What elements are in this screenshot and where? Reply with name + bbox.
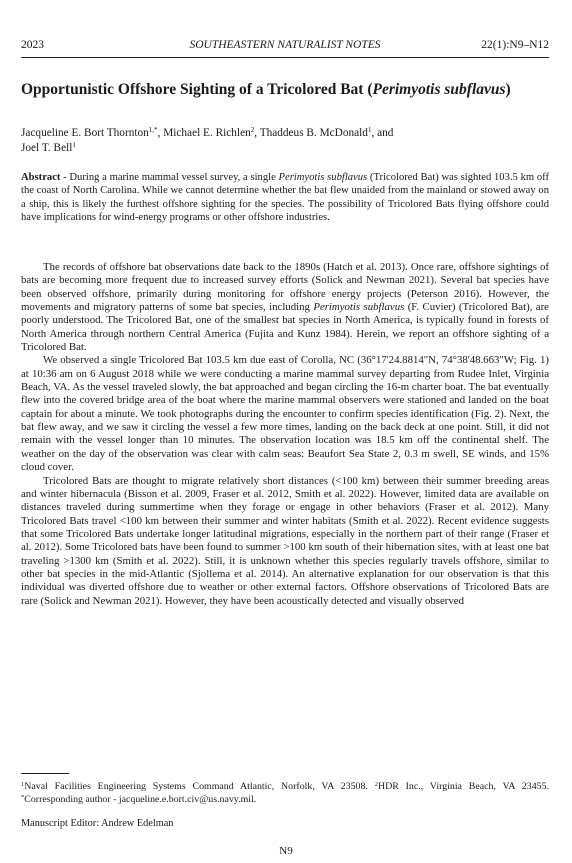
author-separator: , bbox=[157, 127, 164, 139]
running-head-year: 2023 bbox=[21, 39, 44, 51]
footnote-corresponding-author: Corresponding author - jacqueline.e.bort.civ@us.navy.mil. bbox=[24, 793, 257, 805]
page-number: N9 bbox=[279, 845, 293, 857]
title-species: Perimyotis subflavus bbox=[372, 81, 506, 98]
abstract-label: Abstract bbox=[21, 172, 61, 183]
affiliation-footnote bbox=[21, 781, 549, 806]
paragraph-1-pre: The records of offshore bat observations date back to the 1890s (Hatch et al. 2013). Once rare, offshore sightings of bats are becoming more frequent due to increased survey efforts (Solick and Newman 2021). Several bat species have been observed offshore, primarily during monitoring for offshore energy projects (Peterson 2016). However, the movements and migratory patterns of some bat species, including bbox=[21, 261, 549, 314]
author-2: Michael E. Richlen bbox=[163, 127, 251, 139]
article-body bbox=[21, 261, 549, 608]
footnote-marker-1: 1 bbox=[21, 781, 25, 788]
header-rule bbox=[21, 57, 549, 58]
abstract-text-post: (Tricolored Bat) was sighted 103.5 km off the coast of North Carolina. While we cannot determine whether the bat flew unaided from the mainland or stowed away on a ship, this is likely the furthest offshore sighting for the species. The possibility of Tricolored Bats flying offshore could have implications for wind-energy programs or other offshore industries. bbox=[21, 172, 549, 224]
abstract-text-pre: - During a marine mammal vessel survey, a single bbox=[60, 172, 279, 183]
footnote-marker-corresponding: * bbox=[21, 793, 25, 801]
author-separator: , bbox=[254, 127, 260, 139]
abstract-species: Perimyotis subflavus bbox=[278, 172, 368, 183]
body-paragraph-2: We observed a single Tricolored Bat 103.5 km due east of Corolla, NC (36°17'24.8814"N, 74°38'48.663"W; Fig. 1) at 10:36 am on 6 August 2018 while we were conducting a marine mammal survey departing from Rudee Inlet, Virginia Beach, VA. As the vessel traveled slowly, the bat approached and began circling the 16-m charter boat. The bat eventually flew into the covered bridge area of the boat where the marine mammal observers were stationed and landed on the boat captain for about a minute. We took photographs during the encounter to confirm species identification (Fig. 2). Next, the bat flew away, and we saw it circling the vessel a few more times, landing on the back deck at one point. Still, it did not remain with the vessel longer than 10 minutes. The observation location was 18.5 km off the continental shelf. The weather on the day of the observation was clear with calm seas: Beaufort Sea State 2, 0.3 m swell, SE winds, and 15% cloud cover. bbox=[21, 354, 549, 474]
abstract bbox=[21, 171, 549, 225]
paragraph-1-species: Perimyotis subflavus bbox=[313, 301, 405, 314]
footnote-affiliation-1: Naval Facilities Engineering Systems Command Atlantic, Norfolk, VA 23508. bbox=[24, 781, 375, 792]
author-separator: , and bbox=[371, 127, 394, 139]
author-1: Jacqueline E. Bort Thornton bbox=[21, 127, 149, 139]
paragraph-1-post: (F. Cuvier) (Tricolored Bat), are poorly understood. The Tricolored Bat, one of the smallest bat species in North America, is typically found in forests of North America through northern Central America (Fujita and Kunz 1984). Herein, we report an offshore sighting of a Tricolored Bat. bbox=[21, 301, 549, 354]
body-paragraph-1 bbox=[21, 261, 549, 354]
author-2-affiliation: 2 bbox=[250, 126, 255, 134]
running-head-journal: SOUTHEASTERN NATURALIST NOTES bbox=[189, 39, 381, 51]
author-3-affiliation: 1 bbox=[367, 126, 372, 134]
body-paragraph-3: Tricolored Bats are thought to migrate relatively short distances (<100 km) between their summer breeding areas and winter hibernacula (Bisson et al. 2009, Fraser et al. 2012, Smith et al. 2022). However, limited data are available on distances traveled during summertime when they forage or engage in other behaviors (Fraser et al. 2012). Many Tricolored Bats travel <100 km between their summer and winter habitats (Smith et al. 2022). Recent evidence suggests that some Tricolored Bats undertake longer latitudinal migrations, especially in the northern part of their range (Fraser et al. 2012). Some Tricolored bats have been found to summer >100 km south of their hibernation sites, with at least one bat traveling >1300 km (Smith et al. 2022). Still, it is unknown whether this species regularly travels offshore, similar to other bat species in the mid-Atlantic (Sjollema et al. 2014). An alternative explanation for our observation is that this individual was diverted offshore due to weather or other external factors. Offshore observations of Tricolored Bats are rare (Solick and Newman 2021). However, they have been acoustically detected and visually observed bbox=[21, 474, 549, 607]
running-head-volume: 22(1):N9–N12 bbox=[481, 39, 549, 51]
author-4: Joel T. Bell bbox=[21, 142, 73, 154]
footnote-rule bbox=[21, 773, 69, 774]
footnote-affiliation-2: HDR Inc., Virginia Beach, VA 23455. bbox=[377, 781, 549, 792]
article-title bbox=[21, 80, 549, 100]
running-head bbox=[21, 39, 549, 55]
author-list bbox=[21, 126, 549, 156]
title-main: Opportunistic Offshore Sighting of a Tricolored Bat ( bbox=[21, 81, 373, 98]
manuscript-editor: Manuscript Editor: Andrew Edelman bbox=[21, 818, 174, 829]
author-1-affiliation: 1,* bbox=[148, 126, 158, 134]
author-3: Thaddeus B. McDonald bbox=[259, 127, 368, 139]
author-4-affiliation: 1 bbox=[72, 141, 76, 149]
title-end: ) bbox=[505, 81, 511, 98]
footnote-marker-2: 2 bbox=[374, 781, 378, 788]
